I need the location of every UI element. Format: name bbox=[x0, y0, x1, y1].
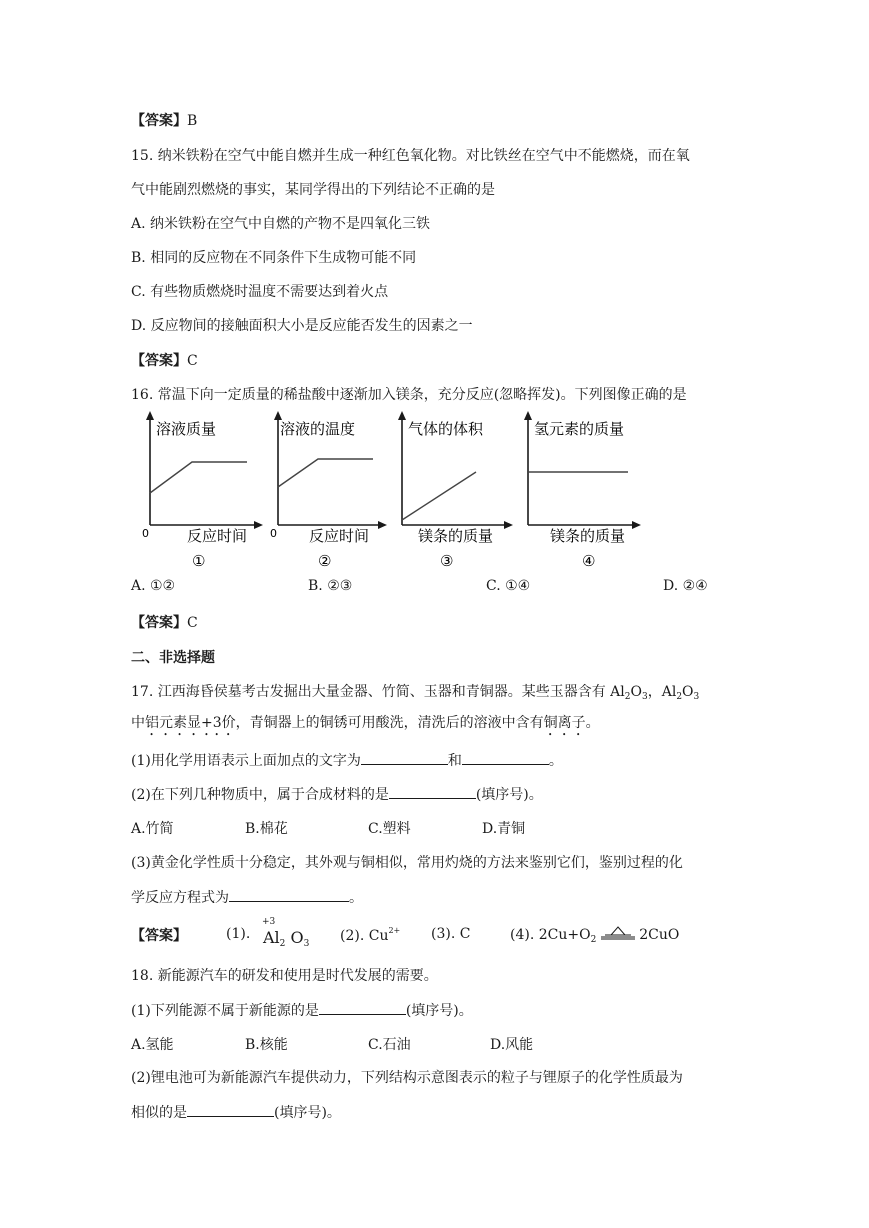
q16-graphs bbox=[130, 410, 650, 575]
q16-option-b: B. ②③ bbox=[308, 578, 353, 594]
answer-value: C bbox=[187, 615, 198, 631]
answer-blank[interactable] bbox=[187, 1102, 274, 1117]
formula: Al bbox=[263, 928, 280, 947]
q17-answer-4 bbox=[510, 926, 679, 945]
q17-line1-text: 17. 江西海昏侯墓考古发掘出大量金器、竹简、玉器和青铜器。某些玉器含有 Al bbox=[131, 684, 625, 700]
graph-1-ylabel: 溶液质量 bbox=[156, 420, 217, 438]
graph-1 bbox=[142, 411, 263, 570]
graph-3-number: ③ bbox=[440, 552, 454, 570]
formula: C bbox=[459, 926, 471, 942]
text: ，青铜器上的铜锈可用酸洗，清洗后的溶液中含有 bbox=[235, 715, 544, 731]
answer-blank[interactable] bbox=[361, 750, 448, 765]
q18-sub1-option-c: C.石油 bbox=[368, 1037, 411, 1053]
graph-3-ylabel: 气体的体积 bbox=[408, 420, 484, 438]
q16-stem: 16. 常温下向一定质量的稀盐酸中逐渐加入镁条，充分反应(忽略挥发)。下列图像正确的是 bbox=[131, 387, 687, 403]
answer-number: (1). bbox=[226, 926, 251, 942]
graph-4 bbox=[524, 411, 641, 570]
q16-option-d: D. ②④ bbox=[663, 578, 708, 594]
answer-blank[interactable] bbox=[462, 750, 549, 765]
text: 和 bbox=[447, 753, 462, 769]
q17-sub2 bbox=[131, 784, 543, 805]
q18-sub1 bbox=[131, 1000, 473, 1021]
text: (填序号)。 bbox=[274, 1105, 341, 1121]
q15-option-b: B. 相同的反应物在不同条件下生成物可能不同 bbox=[131, 250, 417, 266]
text: (填序号)。 bbox=[405, 1003, 473, 1019]
graph-2-xlabel: 反应时间 bbox=[309, 527, 370, 545]
subscript: 2 bbox=[590, 935, 597, 945]
q17-answer-label bbox=[131, 926, 187, 946]
q17-answer-2 bbox=[340, 926, 400, 944]
answer-number: (4). bbox=[510, 927, 535, 943]
q14-answer bbox=[131, 111, 197, 131]
q15-option-d: D. 反应物间的接触面积大小是反应能否发生的因素之一 bbox=[131, 318, 473, 334]
answer-blank[interactable] bbox=[229, 887, 349, 902]
formula: Cu bbox=[368, 928, 389, 944]
q17-answer-3 bbox=[431, 926, 470, 942]
text: 相似的是 bbox=[131, 1105, 187, 1121]
q18-sub1-option-d: D.风能 bbox=[490, 1037, 534, 1053]
subscript: 2 bbox=[279, 939, 286, 949]
answer-label: 【答案】 bbox=[131, 615, 187, 631]
text: 。 bbox=[349, 890, 363, 906]
q16-answer bbox=[131, 613, 198, 633]
answer-label: 【答案】 bbox=[131, 113, 187, 129]
q17-answer-1-formula bbox=[263, 928, 309, 949]
q18-sub2-line1: (2)锂电池可为新能源汽车提供动力，下列结构示意图表示的粒子与锂原子的化学性质最为 bbox=[131, 1070, 683, 1086]
q16-option-c: C. ①④ bbox=[486, 578, 531, 594]
text: (1)用化学用语表示上面加点的文字为 bbox=[131, 753, 361, 769]
subscript: 2 bbox=[676, 692, 683, 702]
text: 学反应方程式为 bbox=[131, 890, 229, 906]
formula: 2Cu+O bbox=[538, 927, 591, 943]
formula-o: O bbox=[682, 684, 694, 700]
answer-label: 【答案】 bbox=[131, 353, 187, 369]
graph-1-xlabel: 反应时间 bbox=[187, 527, 248, 545]
subscript: 2 bbox=[624, 692, 631, 702]
q15-option-a: A. 纳米铁粉在空气中自燃的产物不是四氧化三铁 bbox=[131, 216, 431, 232]
answer-value: B bbox=[187, 113, 198, 129]
formula: O bbox=[285, 928, 304, 947]
graph-4-xlabel: 镁条的质量 bbox=[550, 527, 626, 545]
answer-number: (3). bbox=[431, 926, 456, 942]
subscript: 3 bbox=[693, 692, 700, 702]
q15-stem-line2: 气中能剧烈燃烧的事实，某同学得出的下列结论不正确的是 bbox=[131, 182, 495, 198]
dotted-text-2: 铜离子 bbox=[543, 715, 586, 731]
q17-stem-line2 bbox=[131, 713, 600, 739]
graph-2-ylabel: 溶液的温度 bbox=[280, 420, 356, 438]
q17-sub3-line1: (3)黄金化学性质十分稳定，其外观与铜相似，常用灼烧的方法来鉴别它们，鉴别过程的化 bbox=[131, 855, 683, 871]
graph-4-ylabel: 氢元素的质量 bbox=[534, 420, 625, 438]
q17-sub2-option-b: B.棉花 bbox=[245, 821, 288, 837]
graph-1-origin: 0 bbox=[142, 527, 149, 540]
dotted-text-1: 铝元素显+3价 bbox=[145, 715, 236, 731]
section-title: 二、非选择题 bbox=[131, 650, 215, 666]
q17-answer-1-valence: +3 bbox=[262, 917, 276, 927]
formula-o: O bbox=[630, 684, 642, 700]
text: (2)在下列几种物质中，属于合成材料的是 bbox=[131, 787, 389, 803]
graph-4-number: ④ bbox=[582, 552, 596, 570]
q17-sub2-option-a: A.竹简 bbox=[131, 821, 174, 837]
q15-option-c: C. 有些物质燃烧时温度不需要达到着火点 bbox=[131, 284, 389, 300]
text: (填序号)。 bbox=[475, 787, 543, 803]
heating-triangle-icon bbox=[601, 926, 635, 940]
answer-number: (2). bbox=[340, 928, 365, 944]
answer-blank[interactable] bbox=[389, 784, 476, 799]
q17-sub1 bbox=[131, 750, 563, 771]
q16-option-a: A. ①② bbox=[131, 578, 176, 594]
q18-stem: 18. 新能源汽车的研发和使用是时代发展的需要。 bbox=[131, 968, 438, 984]
subscript: 3 bbox=[641, 692, 648, 702]
q18-sub1-option-b: B.核能 bbox=[245, 1037, 288, 1053]
q17-line1-sep: ，Al bbox=[647, 684, 677, 700]
q17-sub2-option-c: C.塑料 bbox=[368, 821, 411, 837]
answer-value: C bbox=[187, 353, 198, 369]
graph-2 bbox=[270, 411, 387, 570]
answer-label: 【答案】 bbox=[131, 928, 187, 944]
text: (1)下列能源不属于新能源的是 bbox=[131, 1003, 319, 1019]
q15-stem-line1: 15. 纳米铁粉在空气中能自燃并生成一种红色氧化物。对比铁丝在空气中不能燃烧，而在氧 bbox=[131, 148, 690, 164]
subscript: 3 bbox=[303, 939, 310, 949]
graph-3 bbox=[398, 411, 513, 570]
q17-stem-line1 bbox=[131, 682, 699, 707]
graph-3-xlabel: 镁条的质量 bbox=[418, 527, 494, 545]
text: 。 bbox=[585, 715, 600, 731]
graph-2-number: ② bbox=[318, 552, 332, 570]
q18-sub2-line2 bbox=[131, 1102, 341, 1123]
text: 。 bbox=[548, 753, 563, 769]
formula: 2CuO bbox=[639, 927, 680, 943]
answer-blank[interactable] bbox=[319, 1000, 406, 1015]
text: 中 bbox=[131, 715, 145, 731]
q15-answer bbox=[131, 351, 198, 371]
q17-sub3-line2 bbox=[131, 887, 363, 908]
q17-sub2-option-d: D.青铜 bbox=[482, 821, 526, 837]
q17-answer-1 bbox=[226, 926, 250, 942]
graph-2-origin: 0 bbox=[270, 527, 277, 540]
graph-1-number: ① bbox=[192, 552, 206, 570]
q18-sub1-option-a: A.氢能 bbox=[131, 1037, 174, 1053]
superscript: 2+ bbox=[388, 926, 401, 935]
